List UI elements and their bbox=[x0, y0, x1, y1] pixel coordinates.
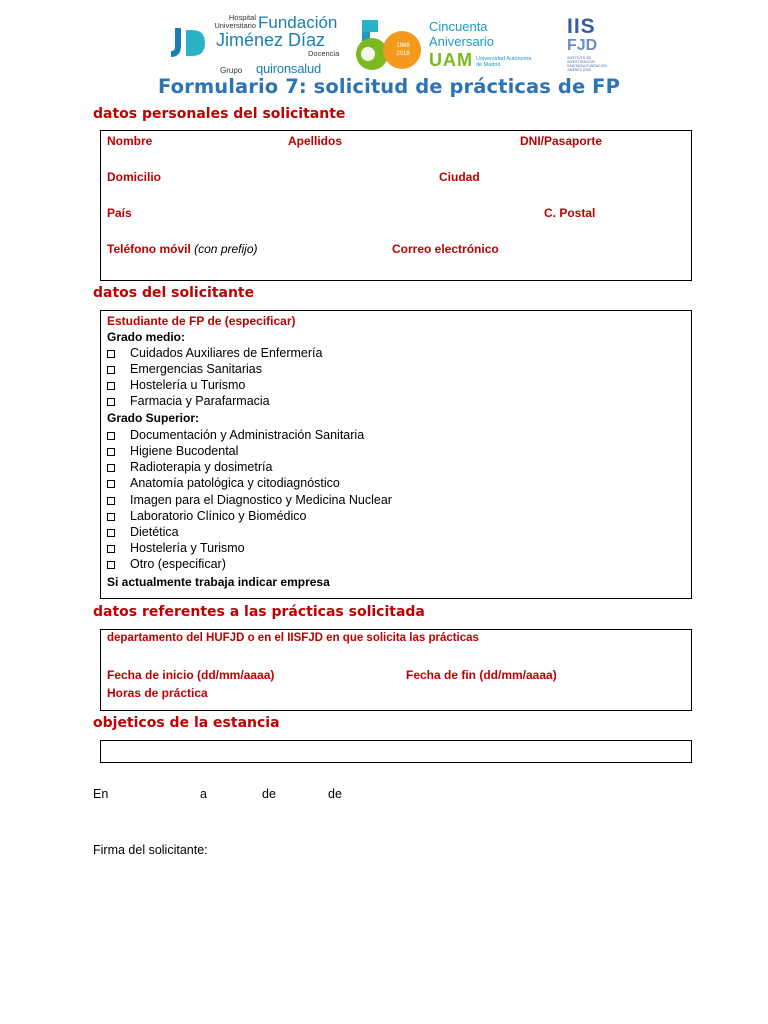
option-superior-4[interactable] bbox=[107, 475, 340, 491]
quironsalud-text: quironsalud bbox=[256, 61, 322, 76]
practicas-heading: datos referentes a las prácticas solicitada bbox=[93, 604, 425, 620]
option-superior-1[interactable] bbox=[107, 427, 364, 443]
checkbox-icon[interactable] bbox=[107, 480, 115, 488]
aniversario-text: Aniversario bbox=[429, 34, 495, 49]
option-label: Documentación y Administración Sanitaria bbox=[130, 428, 365, 442]
option-label: Otro (especificar) bbox=[130, 557, 226, 571]
telefono-note: (con prefijo) bbox=[194, 242, 258, 256]
objetivos-heading: objeticos de la estancia bbox=[93, 715, 280, 731]
option-label: Hostelería u Turismo bbox=[130, 378, 246, 392]
checkbox-icon[interactable] bbox=[107, 464, 115, 472]
fjd-logo bbox=[168, 14, 350, 78]
option-label: Emergencias Sanitarias bbox=[130, 362, 263, 376]
estudiante-label: Estudiante de FP de (especificar) bbox=[107, 314, 296, 328]
grado-superior-label: Grado Superior: bbox=[107, 411, 200, 425]
option-label: Hostelería y Turismo bbox=[130, 541, 245, 555]
solicitante-heading: datos del solicitante bbox=[93, 285, 255, 301]
pais-label: País bbox=[107, 206, 132, 220]
option-superior-6[interactable] bbox=[107, 508, 306, 524]
checkbox-icon[interactable] bbox=[107, 398, 115, 406]
fecha-inicio-label: Fecha de inicio (dd/mm/aaaa) bbox=[107, 668, 275, 682]
iis-text: IIS bbox=[567, 15, 596, 38]
checkbox-icon[interactable] bbox=[107, 382, 115, 390]
footer-en: En bbox=[93, 787, 109, 801]
fjd-jd-mark-icon bbox=[168, 26, 208, 60]
option-medio-1[interactable] bbox=[107, 345, 322, 361]
hospital-line1: Hospital bbox=[228, 13, 256, 22]
empresa-label: Si actualmente trabaja indicar empresa bbox=[107, 575, 330, 589]
firma-label: Firma del solicitante: bbox=[93, 843, 208, 857]
iis-subtitle: INSTITUTO DE INVESTIGACIÓN SANITARIA FUNDACIÓN JIMÉNEZ DÍAZ bbox=[567, 56, 608, 72]
option-label: Farmacia y Parafarmacia bbox=[130, 394, 270, 408]
checkbox-icon[interactable] bbox=[107, 497, 115, 505]
cpostal-label: C. Postal bbox=[544, 206, 596, 220]
uam-text: UAM bbox=[429, 50, 473, 70]
cincuenta-text: Cincuenta bbox=[429, 19, 488, 34]
option-superior-5[interactable] bbox=[107, 492, 392, 508]
footer-de1: de bbox=[262, 787, 276, 801]
horas-label: Horas de práctica bbox=[107, 686, 208, 700]
personal-heading: datos personales del solicitante bbox=[93, 106, 346, 122]
checkbox-icon[interactable] bbox=[107, 448, 115, 456]
grado-medio-label: Grado medio: bbox=[107, 330, 186, 344]
footer-a: a bbox=[200, 787, 207, 801]
grupo-text: Grupo bbox=[220, 66, 243, 75]
dni-label: DNI/Pasaporte bbox=[520, 134, 603, 148]
checkbox-icon[interactable] bbox=[107, 366, 115, 374]
iis-fjd-logo bbox=[565, 16, 613, 76]
option-label: Imagen para el Diagnostico y Medicina Nuclear bbox=[130, 493, 392, 507]
option-label: Dietética bbox=[130, 525, 179, 539]
option-medio-4[interactable] bbox=[107, 393, 270, 409]
apellidos-label: Apellidos bbox=[288, 134, 343, 148]
checkbox-icon[interactable] bbox=[107, 529, 115, 537]
checkbox-icon[interactable] bbox=[107, 513, 115, 521]
ciudad-label: Ciudad bbox=[439, 170, 480, 184]
fecha-fin-label: Fecha de fin (dd/mm/aaaa) bbox=[406, 668, 557, 682]
option-medio-3[interactable] bbox=[107, 377, 245, 393]
docencia-text: Docencia bbox=[308, 49, 340, 58]
footer-de2: de bbox=[328, 787, 342, 801]
fjd-text: FJD bbox=[567, 37, 598, 54]
option-medio-2[interactable] bbox=[107, 361, 262, 377]
uam-sub2: de Madrid bbox=[476, 62, 501, 68]
option-superior-7[interactable] bbox=[107, 524, 179, 540]
personal-box bbox=[100, 130, 692, 281]
checkbox-icon[interactable] bbox=[107, 432, 115, 440]
departamento-label: departamento del HUFJD o en el IISFJD en que solicita las prácticas bbox=[107, 632, 479, 644]
year-start: 1968 bbox=[396, 43, 410, 49]
jimenez-diaz-text: Jiménez Díaz bbox=[216, 30, 326, 50]
checkbox-icon[interactable] bbox=[107, 545, 115, 553]
domicilio-label: Domicilio bbox=[107, 170, 162, 184]
correo-label: Correo electrónico bbox=[392, 242, 499, 256]
option-label: Radioterapia y dosimetría bbox=[130, 460, 273, 474]
hospital-line2: Universitario bbox=[214, 21, 256, 30]
aniversario-logo bbox=[356, 18, 556, 74]
option-label: Laboratorio Clínico y Biomédico bbox=[130, 509, 307, 523]
option-superior-3[interactable] bbox=[107, 459, 272, 475]
checkbox-icon[interactable] bbox=[107, 561, 115, 569]
option-label: Anatomía patológica y citodiagnóstico bbox=[130, 476, 340, 490]
telefono-text: Teléfono móvil bbox=[107, 242, 191, 256]
objetivos-field[interactable] bbox=[100, 740, 692, 763]
page-title: Formulario 7: solicitud de prácticas de FP bbox=[158, 75, 620, 98]
telefono-label bbox=[107, 242, 258, 256]
option-superior-2[interactable] bbox=[107, 443, 238, 459]
fundacion-text: Fundación bbox=[258, 13, 338, 32]
checkbox-icon[interactable] bbox=[107, 350, 115, 358]
option-superior-8[interactable] bbox=[107, 540, 245, 556]
option-superior-9[interactable] bbox=[107, 556, 226, 572]
year-end: 2018 bbox=[396, 51, 410, 57]
uam-sub1: Universidad Autónoma bbox=[476, 56, 532, 62]
nombre-label: Nombre bbox=[107, 134, 153, 148]
option-label: Cuidados Auxiliares de Enfermería bbox=[130, 346, 323, 360]
option-label: Higiene Bucodental bbox=[130, 444, 239, 458]
